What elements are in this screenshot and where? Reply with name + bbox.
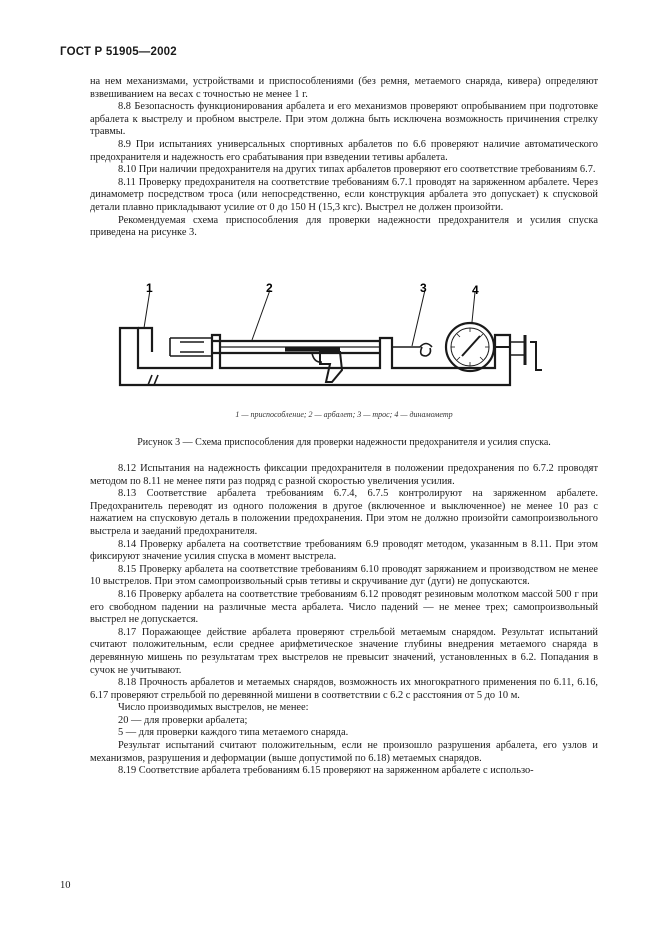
paragraph-8-11: 8.11 Проверку предохранителя на соответствие требованиям 6.7.1 проводят на заряженном арбалете. Через динамометр посредством троса (или непосредственно, если конструкция арбалета это допускает) к спусковой детали плавно прикладывают усилие от 0 до 150 Н (15,3 кгс). Выстрел не должен произойти. [90, 176, 598, 213]
page-number: 10 [60, 880, 71, 891]
figure-label-2: 2 [266, 281, 273, 295]
paragraph-8-19: 8.19 Соответствие арбалета требованиям 6.15 проверяют на заряженном арбалете с использо- [118, 765, 534, 777]
paragraph-8-16: 8.16 Проверку арбалета на соответствие требованиям 6.12 проводят резиновым молотком массой 500 г при его свободном падении на различные места арбалета. Число падений — не менее трех; самопроизвольный выстрел не допускается. [90, 588, 598, 626]
paragraph-8-9: 8.9 При испытаниях универсальных спортивных арбалетов по 6.6 проверяют наличие автоматического предохранителя и надежность его срабатывания при взведении тетивы арбалета. [90, 138, 598, 163]
shots-count-intro: Число производимых выстрелов, не менее: [118, 702, 309, 714]
paragraph-continuation: на нем механизмами, устройствами и приспособлениями (без ремня, метаемого снаряда, кивера) определяют взвешиванием на весах с точностью не менее 1 г. [90, 76, 598, 100]
shots-crossbow: 20 — для проверки арбалета; [118, 714, 248, 726]
paragraph-8-10: 8.10 При наличии предохранителя на других типах арбалетов проверяют его соответствие требованиям 6.7. [118, 164, 596, 176]
figure-3-diagram [100, 280, 560, 410]
figure-caption: Рисунок 3 — Схема приспособления для проверки надежности предохранителя и усилия спуска. [137, 437, 551, 448]
page-header: ГОСТ Р 51905—2002 [60, 46, 177, 58]
paragraph-8-14: 8.14 Проверку арбалета на соответствие требованиям 6.9 проводят методом, указанным в 8.11. При этом фиксируют значение усилия спуска в момент выстрела. [90, 538, 598, 563]
figure-label-4: 4 [472, 283, 479, 297]
paragraph-figure-reference: Рекомендуемая схема приспособления для проверки надежности предохранителя и усилия спуска приведена на рисунке 3. [90, 214, 598, 239]
paragraph-result: Результат испытаний считают положительным, если не произошло разрушения арбалета, его узлов и механизмов, разрушения и деформации (выше допустимой по 6.18) метаемых снарядов. [90, 740, 598, 764]
top-text-block [90, 76, 598, 240]
paragraph-8-13: 8.13 Соответствие арбалета требованиям 6.7.4, 6.7.5 контролируют на заряженном арбалете. Предохранитель переводят из одного положения в другое (включенное и выключенное) не менее 10 раз с нажатием на спусковую деталь в положении предохранения. При этом не должно произойти самопроизвольного выстрела и заеданий предохранителя. [90, 488, 598, 537]
figure-legend: 1 — приспособление; 2 — арбалет; 3 — трос; 4 — динамометр [235, 410, 453, 419]
paragraph-8-15: 8.15 Проверку арбалета на соответствие требованиям 6.10 проводят заряжанием и производством не менее 10 выстрелов. При этом самопроизвольный срыв тетивы и скручивание дуг (дуги) не допускаются. [90, 563, 598, 588]
figure-label-3: 3 [420, 281, 427, 295]
shots-projectile: 5 — для проверки каждого типа метаемого снаряда. [118, 727, 349, 739]
paragraph-8-12: 8.12 Испытания на надежность фиксации предохранителя в положении предохранения по 6.7.2 проводят методом по 8.11 не менее пяти раз подряд с разной скоростью увеличения усилия. [90, 463, 598, 487]
figure-label-1: 1 [146, 281, 153, 295]
bottom-text-block [90, 463, 598, 778]
paragraph-8-18: 8.18 Прочность арбалетов и метаемых снарядов, возможность их многократного применения по 6.11, 6.16, 6.17 проверяют стрельбой по деревянной мишени в соответствии с 6.2 с расстояния от 5 до 10 м. [90, 677, 598, 701]
paragraph-8-8: 8.8 Безопасность функционирования арбалета и его механизмов проверяют опробыванием при подготовке арбалета к выстрелу и пробном выстреле. При этом должна быть исключена возможность причинения стрелку травмы. [90, 101, 598, 138]
paragraph-8-17: 8.17 Поражающее действие арбалета проверяют стрельбой метаемым снарядом. Результат испытаний считают положительным, если среднее арифметическое значение глубины внедрения метаемого снаряда в деревянную мишень по результатам трех выстрелов не превысит значений, установленных в 6.2. Попадания в сучок не учитывают. [90, 626, 598, 676]
